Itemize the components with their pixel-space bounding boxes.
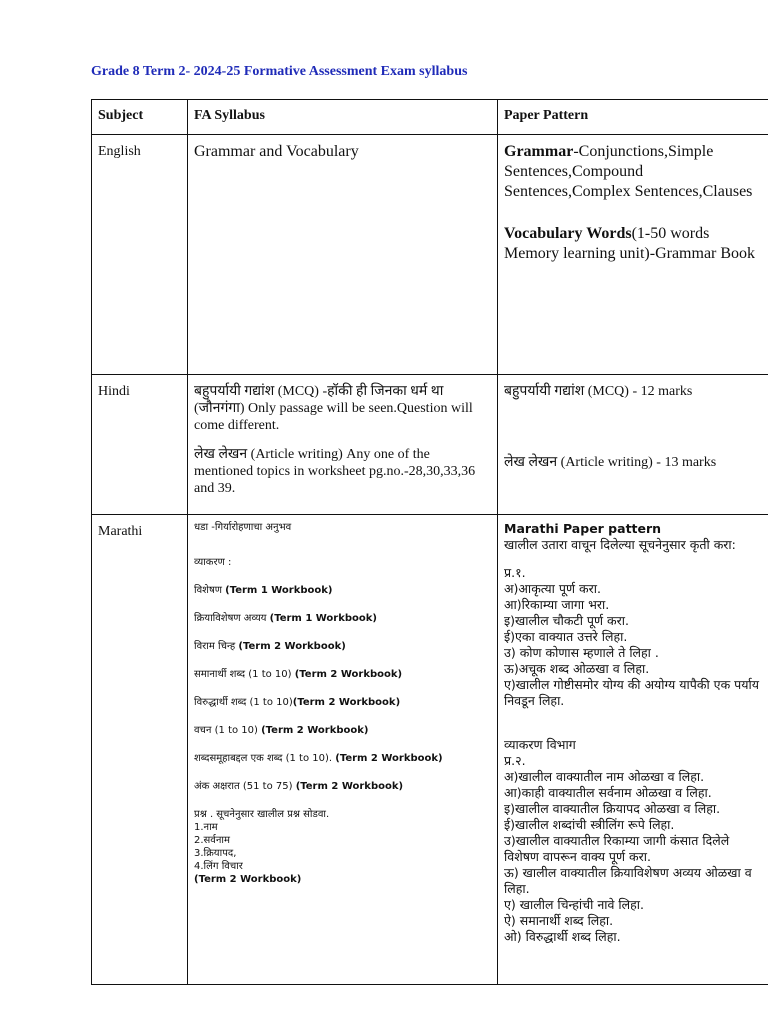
marathi-syllabus-item [194,556,491,569]
marathi-q2-item: इ)खालील वाक्यातील क्रियापद ओळखा व लिहा. [504,801,721,816]
marathi-syllabus-item-text: क्रियाविशेषण अव्यय [194,613,270,624]
subject-hindi: Hindi [92,375,188,515]
marathi-syllabus-item-workbook: (Term 1 Workbook) [269,613,378,624]
marathi-syllabus-item [194,640,491,653]
marathi-syllabus-item-workbook: (Term 2 Workbook) [294,669,403,680]
header-subject: Subject [92,100,188,135]
marathi-syllabus-item-text: समानार्थी शब्द (1 to 10) [194,669,295,680]
marathi-q2-item: अ)खालील वाक्यातील नाम ओळखा व लिहा. [504,769,705,784]
marathi-syllabus-item-workbook: (Term 1 Workbook) [225,585,333,596]
marathi-question-item: 2.सर्वनाम [194,835,230,846]
marathi-syllabus-item-workbook: (Term 2 Workbook) [238,641,346,652]
marathi-syllabus-item-workbook: (Term 2 Workbook) [335,753,443,764]
marathi-q2-item: ऐ) समानार्थी शब्द लिहा. [504,913,614,928]
marathi-syllabus-item [194,780,491,793]
marathi-q1-item: ए)खालील गोष्टीसमोर योग्य की अयोग्य यापैकी एक पर्याय निवडून लिहा. [504,677,760,708]
marathi-pattern-title: Marathi Paper pattern [504,521,662,536]
row-english [92,135,768,375]
marathi-syllabus [188,515,498,985]
marathi-syllabus-item-text: अंक अक्षरात (51 to 75) [194,781,296,792]
marathi-q1-label: प्र.१. [504,565,526,580]
english-grammar [504,142,762,202]
header-fa-syllabus: FA Syllabus [188,100,498,135]
marathi-syllabus-item-workbook: (Term 2 Workbook) [292,697,401,708]
marathi-syllabus-item-text: विशेषण [194,585,226,596]
syllabus-table [91,99,768,985]
vocab-text: (1-50 words Memory learning unit)-Grammar Book [504,225,756,262]
marathi-grammar-section: व्याकरण विभाग [504,737,576,752]
marathi-syllabus-list [194,521,491,793]
marathi-q2-item: उ)खालील वाक्यातील रिकाम्या जागी कंसात दिलेले विशेषण वापरून वाक्य पूर्ण करा. [504,833,730,864]
row-marathi [92,515,768,985]
grammar-label: Grammar [504,143,574,160]
header-paper-pattern: Paper Pattern [498,100,768,135]
header-row [92,100,768,135]
marathi-question-item: 4.लिंग विचार [194,861,243,872]
row-hindi [92,375,768,515]
vocab-label: Vocabulary Words [504,225,632,242]
marathi-pattern [498,515,768,985]
hindi-syllabus-2: लेख लेखन (Article writing) Any one of the mentioned topics in worksheet pg.no.-28,30,33,36 and 39. [194,447,476,496]
marathi-q2-item: आ)काही वाक्यातील सर्वनाम ओळखा व लिहा. [504,785,712,800]
marathi-syllabus-item [194,584,491,597]
marathi-q2-item: ओ) विरुद्धार्थी शब्द लिहा. [504,929,621,944]
hindi-pattern-2: लेख लेखन (Article writing) - 13 marks [504,455,717,470]
marathi-question-item: 1.नाम [194,822,218,833]
english-vocab [504,224,762,264]
marathi-syllabus-item [194,521,491,534]
marathi-syllabus-item [194,696,491,709]
marathi-q1-item: आ)रिकाम्या जागा भरा. [504,597,610,612]
marathi-syllabus-item-workbook: (Term 2 Workbook) [295,781,404,792]
marathi-syllabus-item-workbook: (Term 2 Workbook) [261,725,369,736]
marathi-q1-item: इ)खालील चौकटी पूर्ण करा. [504,613,629,628]
marathi-q2-item: ऊ) खालील वाक्यातील क्रियाविशेषण अव्यय ओळखा व लिहा. [504,865,752,896]
marathi-q2-item: ई)खालील शब्दांची स्त्रीलिंग रूपे लिहा. [504,817,675,832]
page-title: Grade 8 Term 2- 2024-25 Formative Assessment Exam syllabus [91,64,468,79]
marathi-q1-items [504,581,762,709]
marathi-syllabus-item [194,668,491,681]
hindi-syllabus-1: बहुपर्यायी गद्यांश (MCQ) -हॉकी ही जिनका धर्म था (जौनगंगा) Only passage will be seen.Question will come different. [194,384,473,433]
marathi-question-items [194,821,491,873]
marathi-syllabus-item [194,724,491,737]
marathi-q2-items [504,769,762,945]
marathi-syllabus-item [194,752,491,765]
marathi-syllabus-item [194,612,491,625]
marathi-q1-item: ऊ)अचूक शब्द ओळखा व लिहा. [504,661,650,676]
english-syllabus [188,135,498,375]
subject-marathi: Marathi [92,515,188,985]
english-pattern [498,135,768,375]
marathi-question-workbook: (Term 2 Workbook) [194,874,302,885]
hindi-syllabus [188,375,498,515]
marathi-syllabus-item-text: शब्दसमूहाबद्दल एक शब्द (1 to 10). [194,753,336,764]
hindi-pattern-1: बहुपर्यायी गद्यांश (MCQ) - 12 marks [504,384,693,399]
marathi-syllabus-item-text: वचन (1 to 10) [194,725,262,736]
marathi-q2-item: ए) खालील चिन्हांची नावे लिहा. [504,897,644,912]
marathi-q1-item: अ)आकृत्या पूर्ण करा. [504,581,601,596]
marathi-syllabus-item-text: धडा -गिर्यारोहणाचा अनुभव [194,522,292,533]
english-syllabus-text: Grammar and Vocabulary [194,143,359,160]
marathi-question-item: 3.क्रियापद, [194,848,237,859]
marathi-question-intro: प्रश्न . सूचनेनुसार खालील प्रश्न सोडवा. [194,809,330,820]
marathi-pattern-intro: खालील उतारा वाचून दिलेल्या सूचनेनुसार कृती करा: [504,537,736,552]
hindi-pattern [498,375,768,515]
marathi-syllabus-item-text: विरुद्धार्थी शब्द (1 to 10) [194,697,293,708]
marathi-q2-label: प्र.२. [504,753,526,768]
subject-english: English [92,135,188,375]
grammar-text: -Conjunctions,Simple Sentences,Compound Sentences,Complex Sentences,Clauses [504,143,753,200]
marathi-syllabus-item-text: व्याकरण : [194,557,232,568]
marathi-q1-item: उ) कोण कोणास म्हणाले ते लिहा . [504,645,659,660]
marathi-syllabus-item-text: विराम चिन्ह [194,641,239,652]
marathi-q1-item: ई)एका वाक्यात उत्तरे लिहा. [504,629,628,644]
